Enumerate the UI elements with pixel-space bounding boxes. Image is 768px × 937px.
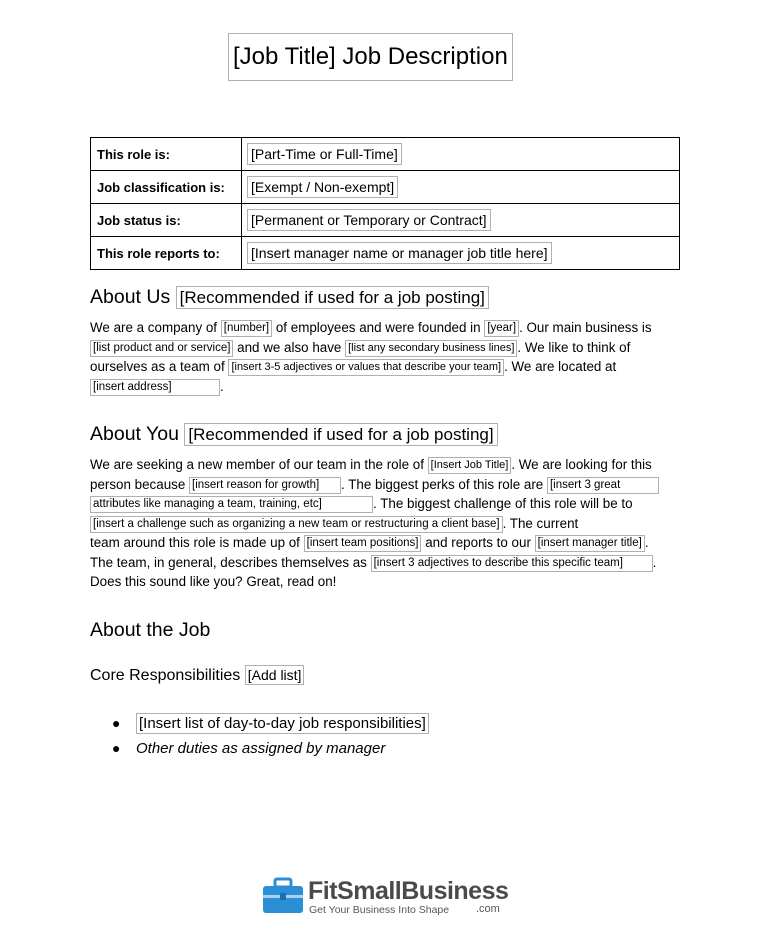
placeholder-team-adjectives: [insert 3-5 adjectives or values that describe your team] <box>228 359 504 376</box>
row-value-placeholder: [Part-Time or Full-Time] <box>247 143 402 165</box>
brand-suffix: .com <box>476 903 500 915</box>
placeholder-product: [list product and or service] <box>90 340 233 357</box>
placeholder-job-title: [Insert Job Title] <box>428 457 512 474</box>
list-item: ● Other duties as assigned by manager <box>112 740 386 757</box>
row-value-placeholder: [Exempt / Non-exempt] <box>247 176 398 198</box>
row-label: This role reports to: <box>91 237 242 270</box>
about-us-paragraph: We are a company of [number] of employees and were founded in [year] . Our main business is [list product and or service] and we also have [list any secondary business lines] . We like to think of ourselves as a team of [insert 3-5 adjectives or values that describe your team] . We are located at [insert address] . <box>90 320 652 394</box>
table-row <box>91 138 680 171</box>
fitsmallbusiness-logo <box>262 877 512 919</box>
placeholder-manager-title: [insert manager title] <box>535 535 645 552</box>
about-job-heading: About the Job <box>90 619 211 641</box>
placeholder-team-adjectives: [insert 3 adjectives to describe this specific team] <box>371 555 653 572</box>
job-info-table <box>90 137 680 270</box>
list-item: ● [Insert list of day-to-day job responsibilities] <box>112 711 429 736</box>
about-you-heading: About You [Recommended if used for a job posting] <box>90 421 498 448</box>
placeholder-team-positions: [insert team positions] <box>304 535 422 552</box>
placeholder-number: [number] <box>221 320 272 337</box>
briefcase-icon <box>262 877 304 917</box>
brand-tagline: Get Your Business Into Shape <box>309 904 450 916</box>
responsibilities-list <box>112 711 429 761</box>
about-us-heading: About Us [Recommended if used for a job posting] <box>90 284 489 311</box>
document-title: [Job Title] Job Description <box>228 33 513 81</box>
row-label: This role is: <box>91 138 242 171</box>
row-label: Job classification is: <box>91 171 242 204</box>
row-value-placeholder: [Insert manager name or manager job title here] <box>247 242 552 264</box>
row-value-placeholder: [Permanent or Temporary or Contract] <box>247 209 491 231</box>
core-responsibilities-heading: Core Responsibilities [Add list] <box>90 664 304 687</box>
placeholder-year: [year] <box>484 320 519 337</box>
placeholder-challenge: [insert a challenge such as organizing a new team or restructuring a client base] <box>90 516 503 533</box>
placeholder-address: [insert address] <box>90 379 220 396</box>
row-label: Job status is: <box>91 204 242 237</box>
placeholder-perks-end: attributes like managing a team, training, etc] <box>90 496 373 513</box>
responsibility-placeholder: [Insert list of day-to-day job responsibilities] <box>136 713 429 734</box>
about-us-note: [Recommended if used for a job posting] <box>176 286 489 309</box>
placeholder-perks-start: [insert 3 great <box>547 477 659 494</box>
about-you-paragraph: We are seeking a new member of our team in the role of [Insert Job Title] . We are looking for this person because [insert reason for growth] . The biggest perks of this role are [insert 3 great attributes like managing a team, training, etc] . The biggest challenge of this role will be to [insert a challenge such as organizing a new team or restructuring a client base] . The current team around this role is made up of [insert team positions] and reports to our [insert manager title] . The team, in general, describes themselves as [insert 3 adjectives to describe this specific team] . Does this sound like you? Great, read on! <box>90 455 680 592</box>
table-row <box>91 237 680 270</box>
responsibility-text: Other duties as assigned by manager <box>136 740 386 757</box>
table-row <box>91 204 680 237</box>
closing-line: Does this sound like you? Great, read on! <box>90 574 337 589</box>
brand-name: FitSmallBusiness <box>308 877 509 905</box>
add-list-note: [Add list] <box>245 665 305 685</box>
placeholder-secondary-lines: [list any secondary business lines] <box>345 340 517 357</box>
placeholder-growth-reason: [insert reason for growth] <box>189 477 341 494</box>
table-row <box>91 171 680 204</box>
about-you-note: [Recommended if used for a job posting] <box>184 423 497 446</box>
